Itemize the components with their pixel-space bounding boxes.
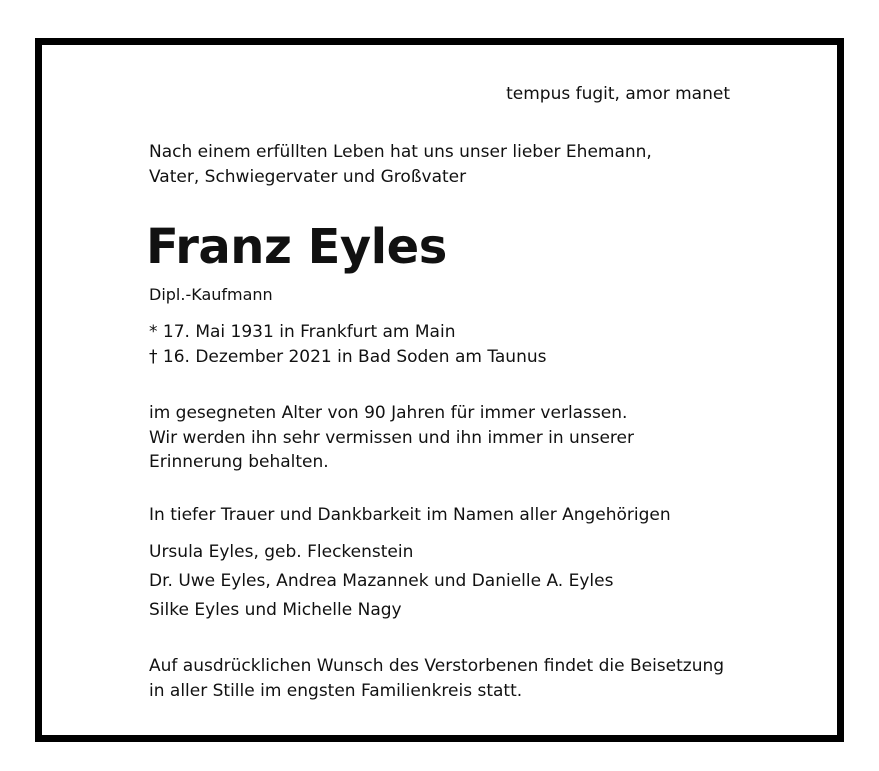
mourner-3: Silke Eyles und Michelle Nagy [149, 600, 402, 620]
closing-line-2: in aller Stille im engsten Familienkreis statt. [149, 681, 523, 701]
body-line-1: im gesegneten Alter von 90 Jahren für immer verlassen. [149, 403, 628, 423]
deceased-name: Franz Eyles [146, 219, 447, 275]
death-line: † 16. Dezember 2021 in Bad Soden am Taunus [149, 347, 547, 367]
obituary-notice [35, 38, 844, 742]
mourning-intro: In tiefer Trauer und Dankbarkeit im Namen aller Angehörigen [149, 505, 671, 525]
closing-line-1: Auf ausdrücklichen Wunsch des Verstorbenen findet die Beisetzung [149, 656, 725, 676]
body-line-2: Wir werden ihn sehr vermissen und ihn immer in unserer [149, 428, 634, 448]
motto: tempus fugit, amor manet [506, 84, 730, 104]
mourner-1: Ursula Eyles, geb. Fleckenstein [149, 542, 414, 562]
deceased-title: Dipl.-Kaufmann [149, 285, 273, 304]
birth-line: * 17. Mai 1931 in Frankfurt am Main [149, 322, 456, 342]
intro-line-2: Vater, Schwiegervater und Großvater [149, 167, 467, 187]
body-line-3: Erinnerung behalten. [149, 452, 329, 472]
intro-line-1: Nach einem erfüllten Leben hat uns unser lieber Ehemann, [149, 142, 652, 162]
mourner-2: Dr. Uwe Eyles, Andrea Mazannek und Danielle A. Eyles [149, 571, 614, 591]
